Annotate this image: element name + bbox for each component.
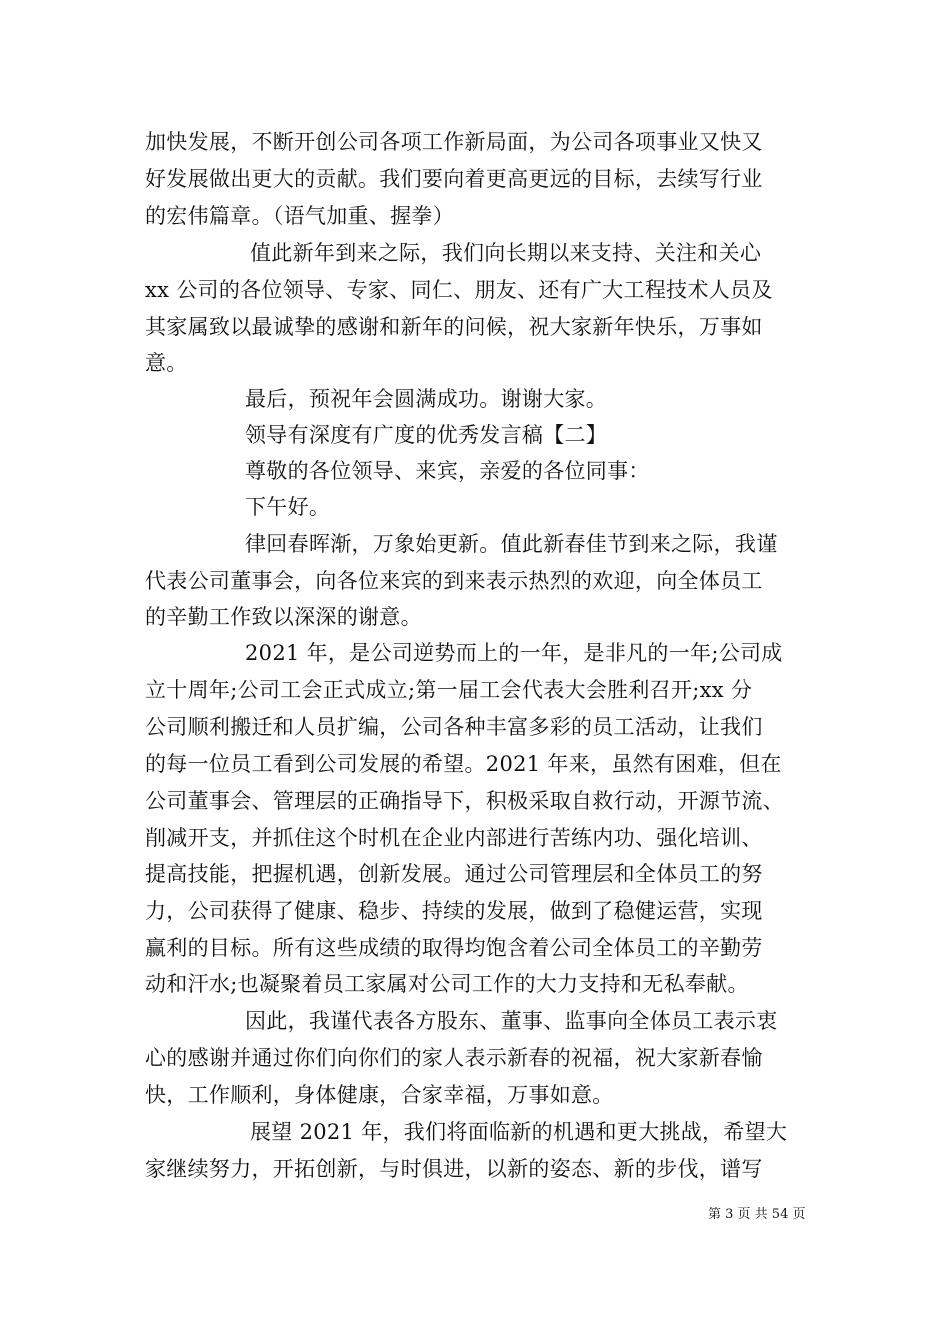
text-line: 立十周年;公司工会正式成立;第一届工会代表大会胜利召开;xx 分	[145, 678, 753, 702]
text-line: 动和汗水;也凝聚着员工家属对公司工作的大力支持和无私奉献。	[145, 972, 749, 996]
greeting: 下午好。	[245, 495, 331, 519]
text-line: 心的感谢并通过你们向你们的家人表示新春的祝福，祝大家新春愉	[145, 1046, 763, 1070]
text-line: 其家属致以最诚挚的感谢和新年的问候，祝大家新年快乐，万事如	[145, 315, 763, 339]
text-line: 展望 2021 年，我们将面临新的机遇和更大挑战，希望大	[250, 1120, 788, 1144]
text-line: 加快发展，不断开创公司各项工作新局面，为公司各项事业又快又	[145, 130, 763, 154]
text-line: 代表公司董事会，向各位来宾的到来表示热烈的欢迎，向全体员工	[145, 569, 763, 593]
text-line: 好发展做出更大的贡献。我们要向着更高更远的目标，去续写行业	[145, 167, 763, 191]
text-line: 快，工作顺利，身体健康，合家幸福，万事如意。	[145, 1083, 614, 1107]
text-line: 赢利的目标。所有这些成绩的取得均饱含着公司全体员工的辛勤劳	[145, 936, 763, 960]
text-line: 家继续努力，开拓创新，与时俱进，以新的姿态、新的步伐，谱写	[145, 1157, 763, 1181]
text-line: 提高技能，把握机遇，创新发展。通过公司管理层和全体员工的努	[145, 862, 763, 886]
text-line: 的辛勤工作致以深深的谢意。	[145, 605, 422, 629]
text-line: 公司董事会、管理层的正确指导下，积极采取自救行动，开源节流、	[145, 789, 784, 813]
text-line: 2021 年，是公司逆势而上的一年，是非凡的一年;公司成	[245, 641, 783, 665]
text-line: xx 公司的各位领导、专家、同仁、朋友、还有广大工程技术人员及	[145, 278, 773, 302]
text-line: 的每一位员工看到公司发展的希望。2021 年来，虽然有困难，但在	[145, 752, 782, 776]
page-number: 第 3 页 共 54 页	[708, 1207, 806, 1222]
text-line: 因此，我谨代表各方股东、董事、监事向全体员工表示衷	[245, 1009, 778, 1033]
text-line: 削减开支，并抓住这个时机在企业内部进行苦练内功、强化培训、	[145, 826, 763, 850]
text-line: 律回春晖渐，万象始更新。值此新春佳节到来之际，我谨	[245, 532, 778, 556]
text-line: 值此新年到来之际，我们向长期以来支持、关注和关心	[250, 241, 762, 265]
text-line: 公司顺利搬迁和人员扩编，公司各种丰富多彩的员工活动，让我们	[145, 715, 763, 739]
salutation: 尊敬的各位领导、来宾，亲爱的各位同事：	[245, 459, 650, 483]
text-line: 最后，预祝年会圆满成功。谢谢大家。	[245, 387, 608, 411]
text-line: 的宏伟篇章。（语气加重、握拳）	[145, 204, 454, 228]
text-line: 意。	[145, 351, 188, 375]
text-line: 力，公司获得了健康、稳步、持续的发展，做到了稳健运营，实现	[145, 899, 763, 923]
section-heading: 领导有深度有广度的优秀发言稿【二】	[245, 423, 608, 447]
